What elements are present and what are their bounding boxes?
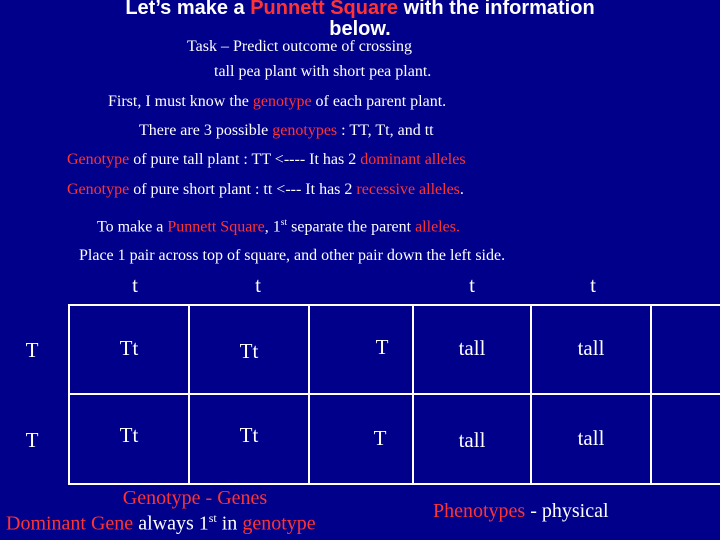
genotype-dash: - [200, 487, 218, 509]
phenotypes-word: Phenotypes [433, 500, 526, 522]
make-p4: separate the parent [287, 218, 416, 236]
make-line [97, 217, 460, 236]
make-p3: , 1 [264, 218, 281, 236]
dominant-gene-line [6, 511, 316, 536]
geno-cell-1-2: Tt [239, 339, 259, 363]
pure-short-end: . [459, 181, 464, 198]
possible-highlight: genotypes [272, 122, 338, 139]
make-alleles: alleles. [415, 218, 460, 236]
grid-top-line [68, 304, 720, 306]
pheno-left-allele-1: T [375, 335, 389, 359]
always-first: always 1 [133, 512, 209, 535]
geno-cell-2-1: Tt [119, 423, 139, 447]
possible-suffix: : TT, Tt, and tt [337, 122, 434, 139]
pheno-cell-2-1: tall [458, 428, 486, 452]
pure-short-alleles: recessive alleles [356, 181, 460, 198]
first-sup: st [208, 511, 217, 525]
genotype-genes-line [0, 487, 390, 510]
make-punnett: Punnett Square [167, 218, 265, 236]
geno-cell-2-2: Tt [239, 423, 259, 447]
possible-prefix: There are 3 possible [139, 122, 273, 139]
pheno-cell-1-2: tall [577, 336, 605, 360]
geno-left-allele-2: T [25, 428, 39, 452]
pure-short-genotype: Genotype [67, 181, 130, 198]
genotype-end-word: genotype [242, 512, 316, 535]
pheno-grid-right [650, 304, 652, 485]
title-text: Let’s make a [125, 0, 251, 19]
genes-word: Genes [217, 487, 268, 509]
grid-bottom-line [68, 483, 720, 485]
task-line-2: tall pea plant with short pea plant. [214, 63, 432, 80]
first-highlight: genotype [252, 93, 312, 110]
first-suffix: of each parent plant. [311, 93, 447, 110]
phenotypes-line [433, 500, 609, 523]
title-text-end: with the information [398, 0, 595, 19]
make-p1: To make a [97, 218, 168, 236]
pure-tall-alleles: dominant alleles [360, 151, 466, 168]
geno-grid-right [308, 304, 310, 485]
geno-top-allele-2: t [255, 273, 261, 297]
in-word: in [216, 512, 243, 535]
geno-top-allele-1: t [132, 273, 138, 297]
pure-tall-genotype: Genotype [67, 151, 130, 168]
pure-tall-line [67, 151, 466, 169]
pheno-cell-1-1: tall [458, 336, 486, 360]
pheno-cell-2-2: tall [577, 426, 605, 450]
title-highlight: Punnett Square [250, 0, 399, 19]
pure-short-mid: of pure short plant : tt <--- It has 2 [129, 181, 357, 198]
pure-short-line [67, 181, 464, 199]
physical-word: - physical [525, 500, 609, 522]
slide-title [0, 0, 720, 18]
first-prefix: First, I must know the [108, 93, 253, 110]
pheno-grid-left [412, 304, 414, 485]
pheno-left-allele-2: T [373, 426, 387, 450]
dominant-gene-word: Dominant Gene [6, 512, 134, 535]
geno-left-allele-1: T [25, 338, 39, 362]
possible-line [139, 122, 434, 140]
pheno-grid-center [530, 304, 532, 485]
grid-mid-line [68, 393, 720, 395]
pheno-top-allele-1: t [469, 273, 475, 297]
genotype-word: Genotype [122, 487, 201, 509]
geno-cell-1-1: Tt [119, 336, 139, 360]
pheno-top-allele-2: t [590, 273, 596, 297]
make-sup: st [280, 217, 288, 228]
geno-grid-left [68, 304, 70, 485]
pure-tall-mid: of pure tall plant : TT <---- It has 2 [129, 151, 361, 168]
place-line: Place 1 pair across top of square, and other pair down the left side. [79, 247, 506, 264]
slide-title-line2: below. [329, 18, 391, 40]
task-line-1: Task – Predict outcome of crossing [187, 38, 413, 55]
geno-grid-center [188, 304, 190, 485]
first-line [108, 93, 446, 111]
